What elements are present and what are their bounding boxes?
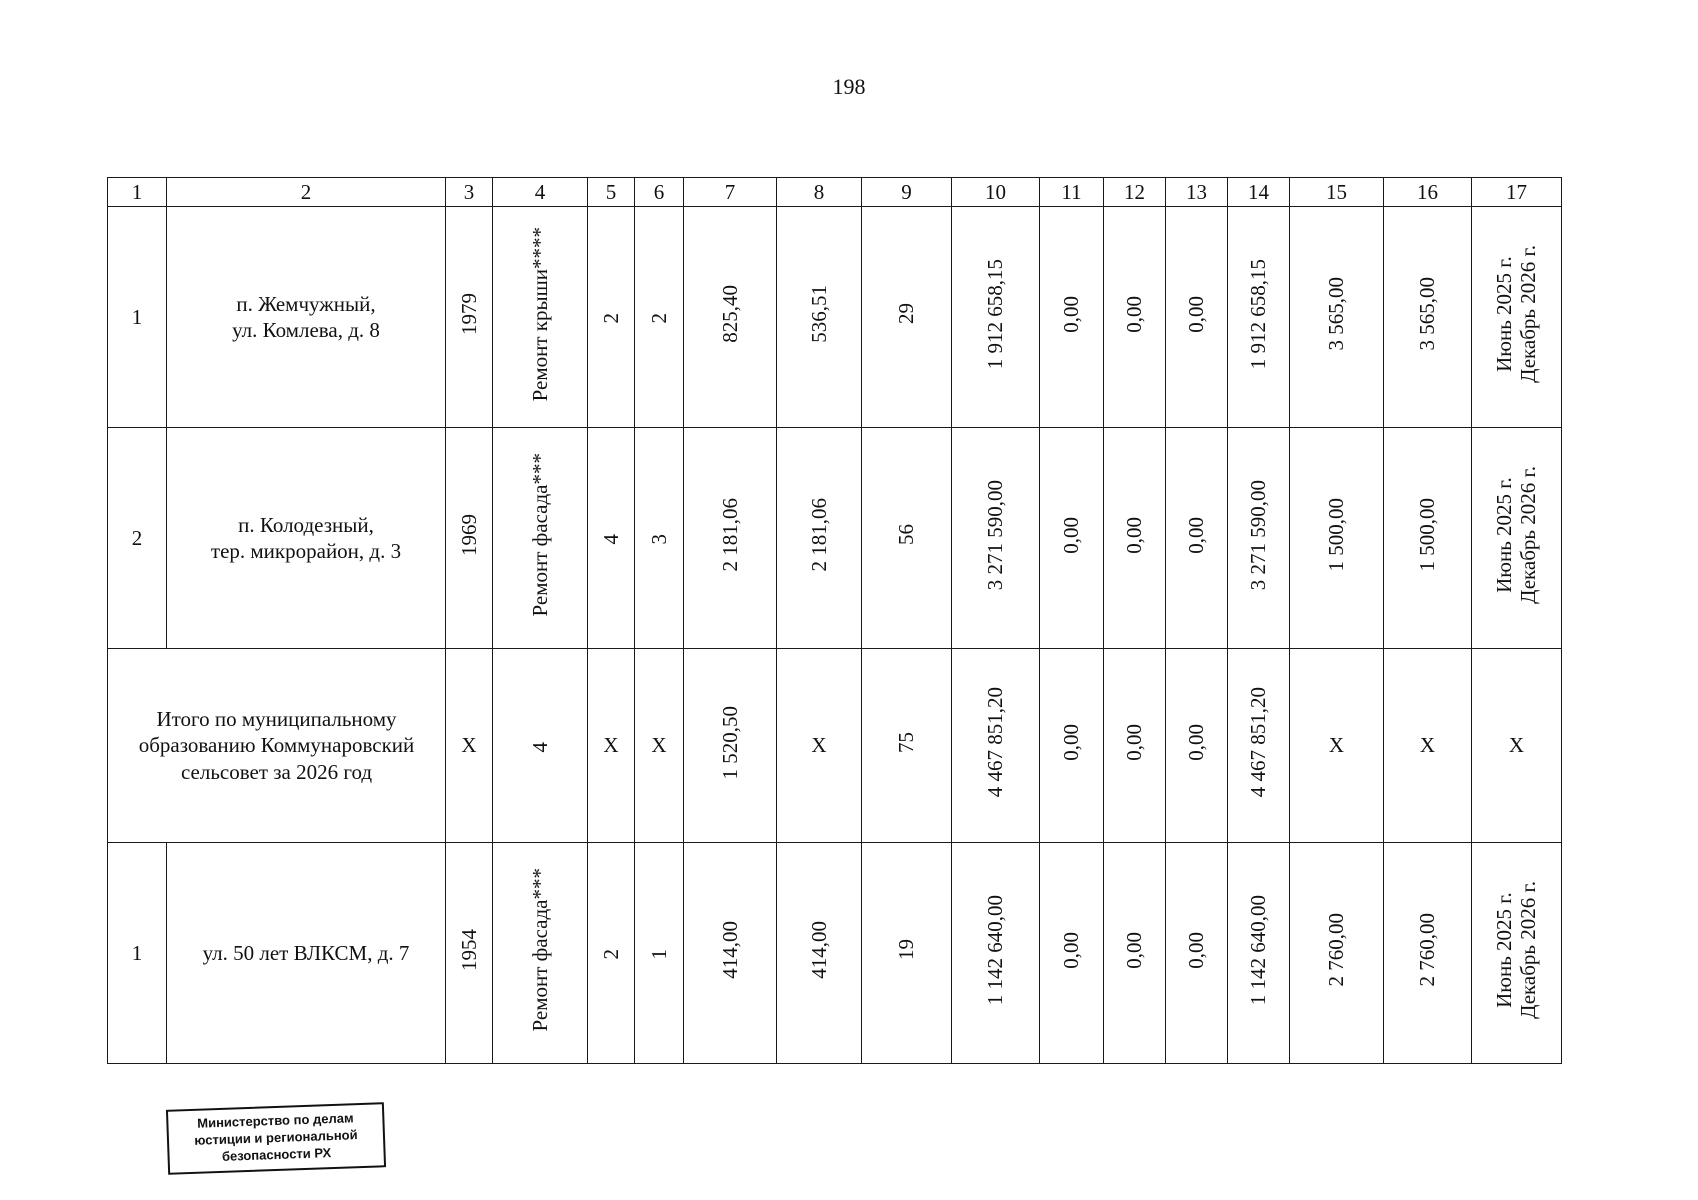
header-cell: 13 — [1166, 178, 1228, 207]
cell — [1104, 843, 1166, 1064]
total-row — [108, 649, 1562, 843]
cell: Х — [635, 649, 684, 843]
cell — [1166, 428, 1228, 649]
value: 2 — [646, 313, 671, 324]
period-value — [1492, 466, 1540, 604]
cell — [1166, 649, 1228, 843]
work-type-value: Ремонт фасада*** — [527, 868, 552, 1032]
period-cell — [1472, 843, 1562, 1064]
value: 3 — [646, 534, 671, 545]
ministry-stamp — [166, 1102, 386, 1174]
address-line: п. Жемчужный, — [236, 291, 376, 316]
value: 0,00 — [1122, 724, 1147, 761]
header-cell: 16 — [1384, 178, 1472, 207]
value: 19 — [894, 939, 919, 961]
value: 56 — [894, 524, 919, 546]
period-start: Июнь 2025 г. — [1492, 892, 1517, 1008]
address-line: ул. Комлева, д. 8 — [232, 318, 380, 342]
value: 1 520,50 — [717, 705, 742, 780]
value: 2 760,00 — [1415, 913, 1440, 987]
value: 75 — [894, 731, 919, 753]
value: 2 — [598, 313, 623, 324]
total-label-line: образованию Коммунаровский — [138, 733, 415, 758]
cell — [1166, 843, 1228, 1064]
address-cell — [167, 843, 446, 1064]
value: 0,00 — [1122, 931, 1147, 969]
year-cell — [446, 207, 493, 428]
stamp-line: безопасности РХ — [221, 1144, 332, 1164]
cell — [1290, 428, 1384, 649]
cell — [952, 207, 1040, 428]
value: 2 181,06 — [717, 498, 742, 572]
header-cell: 1 — [108, 178, 167, 207]
value: 4 — [527, 741, 552, 753]
value: 1 912 658,15 — [983, 258, 1008, 369]
value: 4 — [598, 534, 623, 545]
value: 2 760,00 — [1324, 913, 1349, 987]
cell: Х — [588, 649, 635, 843]
cell — [1290, 843, 1384, 1064]
period-cell — [1472, 207, 1562, 428]
value: 414,00 — [806, 921, 831, 979]
table-row — [108, 428, 1562, 649]
value: 1 — [646, 949, 671, 960]
cell — [1040, 649, 1104, 843]
address-line: ул. 50 лет ВЛКСМ, д. 7 — [202, 940, 410, 965]
year-value: 1979 — [456, 292, 481, 335]
cell — [952, 843, 1040, 1064]
period-start: Июнь 2025 г. — [1492, 477, 1517, 593]
year-value: 1969 — [456, 513, 481, 556]
period-value — [1492, 245, 1540, 383]
cell — [588, 428, 635, 649]
header-cell: 12 — [1104, 178, 1166, 207]
value: 2 — [598, 949, 623, 960]
year-cell — [446, 843, 493, 1064]
cell: Х — [1290, 649, 1384, 843]
cell: Х — [777, 649, 862, 843]
header-cell: 10 — [952, 178, 1040, 207]
cell — [1384, 428, 1472, 649]
cell — [635, 428, 684, 649]
cell — [684, 843, 777, 1064]
cell — [1228, 843, 1290, 1064]
cell — [777, 428, 862, 649]
cell — [588, 207, 635, 428]
table-row — [108, 843, 1562, 1064]
cell — [862, 428, 952, 649]
cell: Х — [1384, 649, 1472, 843]
cell — [1040, 207, 1104, 428]
cell — [862, 649, 952, 843]
year-cell — [446, 428, 493, 649]
address-cell — [167, 428, 446, 649]
cell — [1384, 207, 1472, 428]
value: 29 — [894, 303, 919, 325]
value: 4 467 851,20 — [1246, 687, 1271, 798]
value: 536,51 — [806, 285, 831, 343]
work-type-value: Ремонт фасада*** — [527, 453, 552, 617]
header-cell: 11 — [1040, 178, 1104, 207]
stamp-line: Министерство по делам — [196, 1110, 354, 1131]
value: 0,00 — [1059, 724, 1084, 761]
cell — [1104, 207, 1166, 428]
stamp-line: юстиции и региональной — [194, 1127, 358, 1148]
cell: Х — [446, 649, 493, 843]
work-type-cell — [493, 428, 588, 649]
value: 825,40 — [717, 285, 742, 343]
cell — [777, 207, 862, 428]
value: 0,00 — [1122, 295, 1147, 333]
cell — [952, 649, 1040, 843]
value: 0,00 — [1122, 516, 1147, 554]
header-cell: 8 — [777, 178, 862, 207]
value: 1 500,00 — [1415, 498, 1440, 572]
header-cell: 14 — [1228, 178, 1290, 207]
total-label-line: Итого по муниципальному — [156, 707, 397, 732]
work-type-cell — [493, 207, 588, 428]
cell — [684, 207, 777, 428]
header-cell: 9 — [862, 178, 952, 207]
cell — [1166, 207, 1228, 428]
value: 0,00 — [1184, 724, 1209, 761]
header-cell: 2 — [167, 178, 446, 207]
work-type-cell — [493, 843, 588, 1064]
address-cell — [167, 207, 446, 428]
cell — [1228, 649, 1290, 843]
row-number: 2 — [108, 428, 167, 649]
value: 0,00 — [1184, 931, 1209, 969]
repair-schedule-table — [107, 177, 1562, 1064]
column-number-row — [108, 178, 1562, 207]
period-end: Декабрь 2026 г. — [1516, 465, 1541, 604]
period-value — [1492, 881, 1540, 1019]
cell — [1228, 207, 1290, 428]
period-start: Июнь 2025 г. — [1492, 256, 1517, 372]
cell — [684, 428, 777, 649]
value: 0,00 — [1184, 295, 1209, 333]
header-cell: 5 — [588, 178, 635, 207]
header-cell: 7 — [684, 178, 777, 207]
value: 1 142 640,00 — [1246, 894, 1271, 1005]
cell — [862, 843, 952, 1064]
value: 0,00 — [1059, 516, 1084, 554]
value: 414,00 — [717, 921, 742, 979]
table-row — [108, 207, 1562, 428]
value: 3 271 590,00 — [983, 479, 1008, 590]
cell — [1384, 843, 1472, 1064]
value: 1 912 658,15 — [1246, 258, 1271, 369]
period-end: Декабрь 2026 г. — [1516, 244, 1541, 383]
cell — [635, 843, 684, 1064]
cell — [684, 649, 777, 843]
header-cell: 6 — [635, 178, 684, 207]
period-cell — [1472, 428, 1562, 649]
cell — [1104, 649, 1166, 843]
row-number: 1 — [108, 207, 167, 428]
cell — [952, 428, 1040, 649]
cell: Х — [1472, 649, 1562, 843]
value: 3 565,00 — [1324, 277, 1349, 351]
value: 0,00 — [1059, 931, 1084, 969]
work-type-value: Ремонт крыши**** — [527, 226, 552, 402]
header-cell: 3 — [446, 178, 493, 207]
page-number: 198 — [832, 74, 866, 99]
header-cell: 4 — [493, 178, 588, 207]
cell — [777, 843, 862, 1064]
cell — [1104, 428, 1166, 649]
cell — [1290, 207, 1384, 428]
year-value: 1954 — [456, 928, 481, 971]
period-end: Декабрь 2026 г. — [1516, 880, 1541, 1019]
cell — [1228, 428, 1290, 649]
header-cell: 15 — [1290, 178, 1384, 207]
address-line: тер. микрорайон, д. 3 — [210, 539, 402, 563]
cell — [1040, 843, 1104, 1064]
value: 1 500,00 — [1324, 498, 1349, 572]
cell — [1040, 428, 1104, 649]
total-label-line: сельсовет за 2026 год — [180, 759, 373, 784]
value: 0,00 — [1059, 295, 1084, 333]
value: 2 181,06 — [806, 498, 831, 572]
row-number: 1 — [108, 843, 167, 1064]
value: 4 467 851,20 — [983, 687, 1008, 798]
cell — [588, 843, 635, 1064]
total-label-cell — [108, 649, 446, 843]
value: 1 142 640,00 — [983, 894, 1008, 1005]
header-cell: 17 — [1472, 178, 1562, 207]
address-line: п. Колодезный, — [238, 512, 374, 537]
cell — [493, 649, 588, 843]
cell — [862, 207, 952, 428]
value: 3 565,00 — [1415, 277, 1440, 351]
cell — [635, 207, 684, 428]
value: 3 271 590,00 — [1246, 479, 1271, 590]
value: 0,00 — [1184, 516, 1209, 554]
